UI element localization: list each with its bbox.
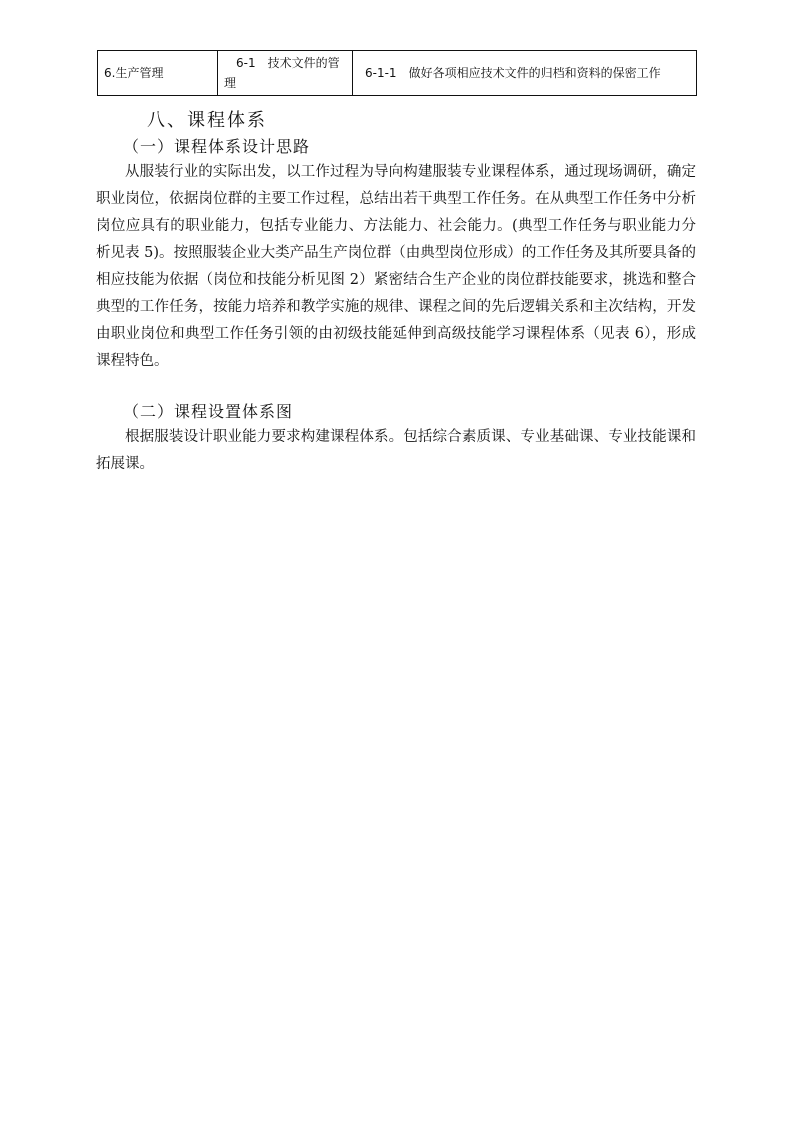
requirement-text: 6-1-1 做好各项相应技术文件的归档和资料的保密工作 xyxy=(365,66,661,80)
task-text-line2: 理 xyxy=(224,76,237,90)
table-row xyxy=(98,51,697,96)
category-text: 6.生产管理 xyxy=(104,66,164,80)
task-text-line1: 6-1 技术文件的管 xyxy=(236,56,340,70)
paragraph-design: 从服装行业的实际出发，以工作过程为导向构建服装专业课程体系，通过现场调研，确定职业岗位，依据岗位群的主要工作过程，总结出若干典型工作任务。在从典型工作任务中分析岗位应具有的职业能力，包括专业能力、方法能力、社会能力。(典型工作任务与职业能力分析见表 5)。按照服装企业大类产品生产岗位群（由典型岗位形成）的工作任务及其所要具备的相应技能为依据（岗位和技能分析见图 2）紧密结合生产企业的岗位群技能要求，挑选和整合典型的工作任务，按能力培养和教学实施的规律、课程之间的先后逻辑关系和主次结构，开发由职业岗位和典型工作任务引领的由初级技能延伸到高级技能学习课程体系（见表 6），形成课程特色。 xyxy=(96,164,696,369)
table-cell-category xyxy=(98,51,218,96)
subsection-heading-design: （一）课程体系设计思路 xyxy=(123,137,311,156)
task-table xyxy=(97,50,697,96)
paragraph-structure: 根据服装设计职业能力要求构建课程体系。包括综合素质课、专业基础课、专业技能课和拓展课。 xyxy=(96,429,696,472)
table-cell-task xyxy=(218,51,353,96)
section-heading: 八、课程体系 xyxy=(147,110,267,131)
table-cell-requirement xyxy=(353,51,697,96)
subsection-heading-structure: （二）课程设置体系图 xyxy=(123,402,294,421)
